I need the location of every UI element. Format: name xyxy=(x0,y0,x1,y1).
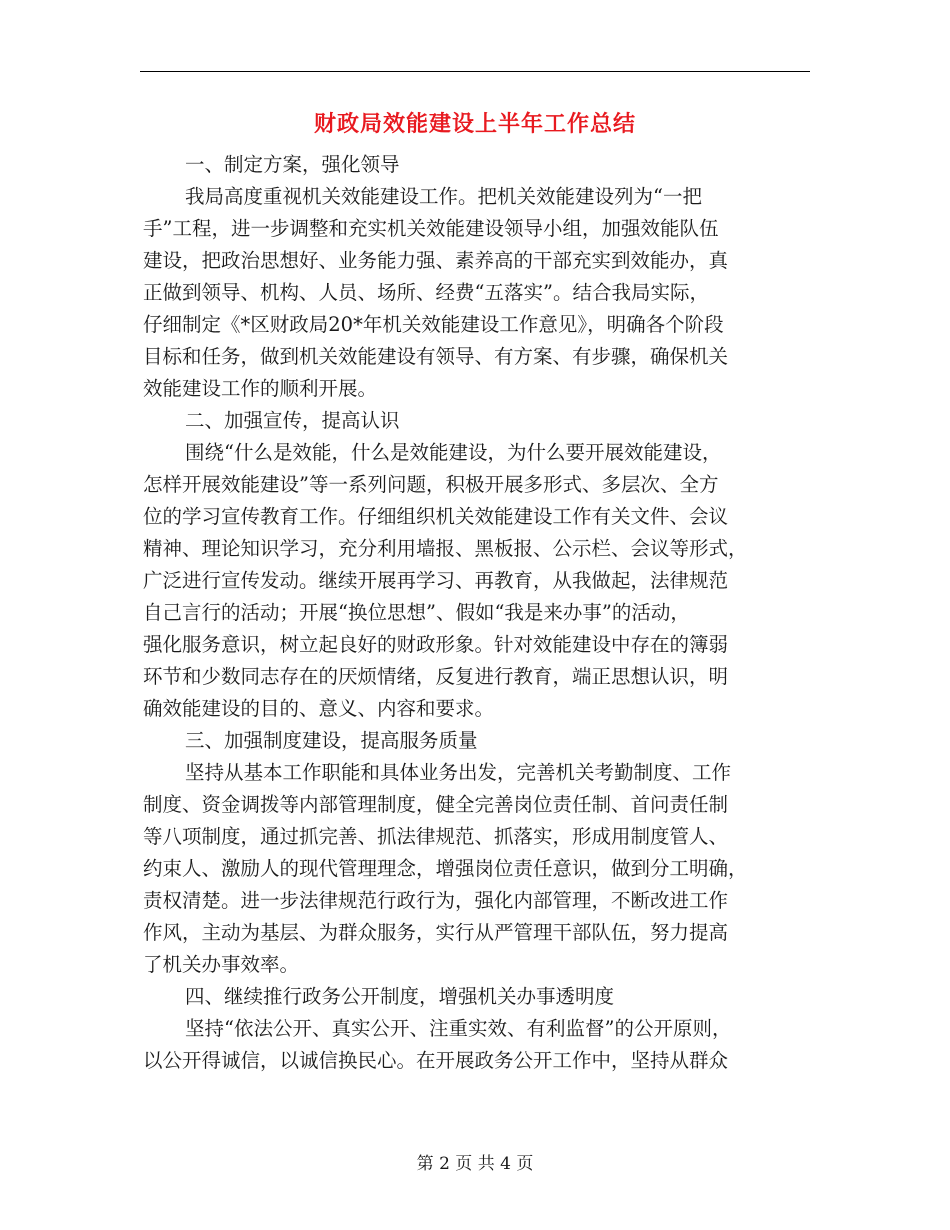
body-line: 效能建设工作的顺利开展。 xyxy=(143,377,378,400)
section-heading-4: 四、继续推行政务公开制度，增强机关办事透明度 xyxy=(185,985,615,1008)
body-line: 确效能建设的目的、意义、内容和要求。 xyxy=(143,697,495,720)
body-line: 目标和任务，做到机关效能建设有领导、有方案、有步骤，确保机关 xyxy=(143,345,729,368)
body-line: 正做到领导、机构、人员、场所、经费“五落实”。结合我局实际， xyxy=(143,281,709,304)
body-line: 环节和少数同志存在的厌烦情绪，反复进行教育，端正思想认识，明 xyxy=(143,665,729,688)
body-line: 约束人、激励人的现代管理理念，增强岗位责任意识，做到分工明确， xyxy=(143,857,748,880)
body-line: 强化服务意识，树立起良好的财政形象。针对效能建设中存在的簿弱 xyxy=(143,633,729,656)
body-line: 广泛进行宣传发动。继续开展再学习、再教育，从我做起，法律规范 xyxy=(143,569,729,592)
body-line: 坚持“依法公开、真实公开、注重实效、有利监督”的公开原则， xyxy=(185,1017,732,1040)
body-line: 精神、理论知识学习，充分利用墙报、黑板报、公示栏、会议等形式， xyxy=(143,537,748,560)
body-line: 坚持从基本工作职能和具体业务出发，完善机关考勤制度、工作 xyxy=(185,761,732,784)
body-line: 作风，主动为基层、为群众服务，实行从严管理干部队伍，努力提高 xyxy=(143,921,729,944)
body-line: 等八项制度，通过抓完善、抓法律规范、抓落实，形成用制度管人、 xyxy=(143,825,729,848)
header-rule xyxy=(140,71,810,72)
body-line: 怎样开展效能建设”等一系列问题，积极开展多形式、多层次、全方 xyxy=(143,473,719,496)
body-line: 位的学习宣传教育工作。仔细组织机关效能建设工作有关文件、会议 xyxy=(143,505,729,528)
body-line: 我局高度重视机关效能建设工作。把机关效能建设列为“一把 xyxy=(185,185,702,208)
body-line: 制度、资金调拨等内部管理制度，健全完善岗位责任制、首问责任制 xyxy=(143,793,729,816)
body-line: 建设，把政治思想好、业务能力强、素养高的干部充实到效能办，真 xyxy=(143,249,729,272)
page-number: 第 2 页 共 4 页 xyxy=(416,1154,534,1174)
section-heading-1: 一、制定方案，强化领导 xyxy=(185,153,400,176)
document-body xyxy=(143,149,805,1077)
body-line: 仔细制定《*区财政局20*年机关效能建设工作意见》，明确各个阶段 xyxy=(143,313,724,336)
section-heading-3: 三、加强制度建设，提高服务质量 xyxy=(185,729,478,752)
document-title: 财政局效能建设上半年工作总结 xyxy=(313,111,636,137)
body-line: 手”工程，进一步调整和充实机关效能建设领导小组，加强效能队伍 xyxy=(143,217,719,240)
body-line: 以公开得诚信，以诚信换民心。在开展政务公开工作中，坚持从群众 xyxy=(143,1049,729,1072)
body-line: 自己言行的活动；开展“换位思想”、假如“我是来办事”的活动， xyxy=(143,601,690,624)
body-line: 了机关办事效率。 xyxy=(143,953,300,976)
body-line: 围绕“什么是效能，什么是效能建设，为什么要开展效能建设， xyxy=(185,441,722,464)
section-heading-2: 二、加强宣传，提高认识 xyxy=(185,409,400,432)
body-line: 责权清楚。进一步法律规范行政行为，强化内部管理，不断改进工作 xyxy=(143,889,729,912)
